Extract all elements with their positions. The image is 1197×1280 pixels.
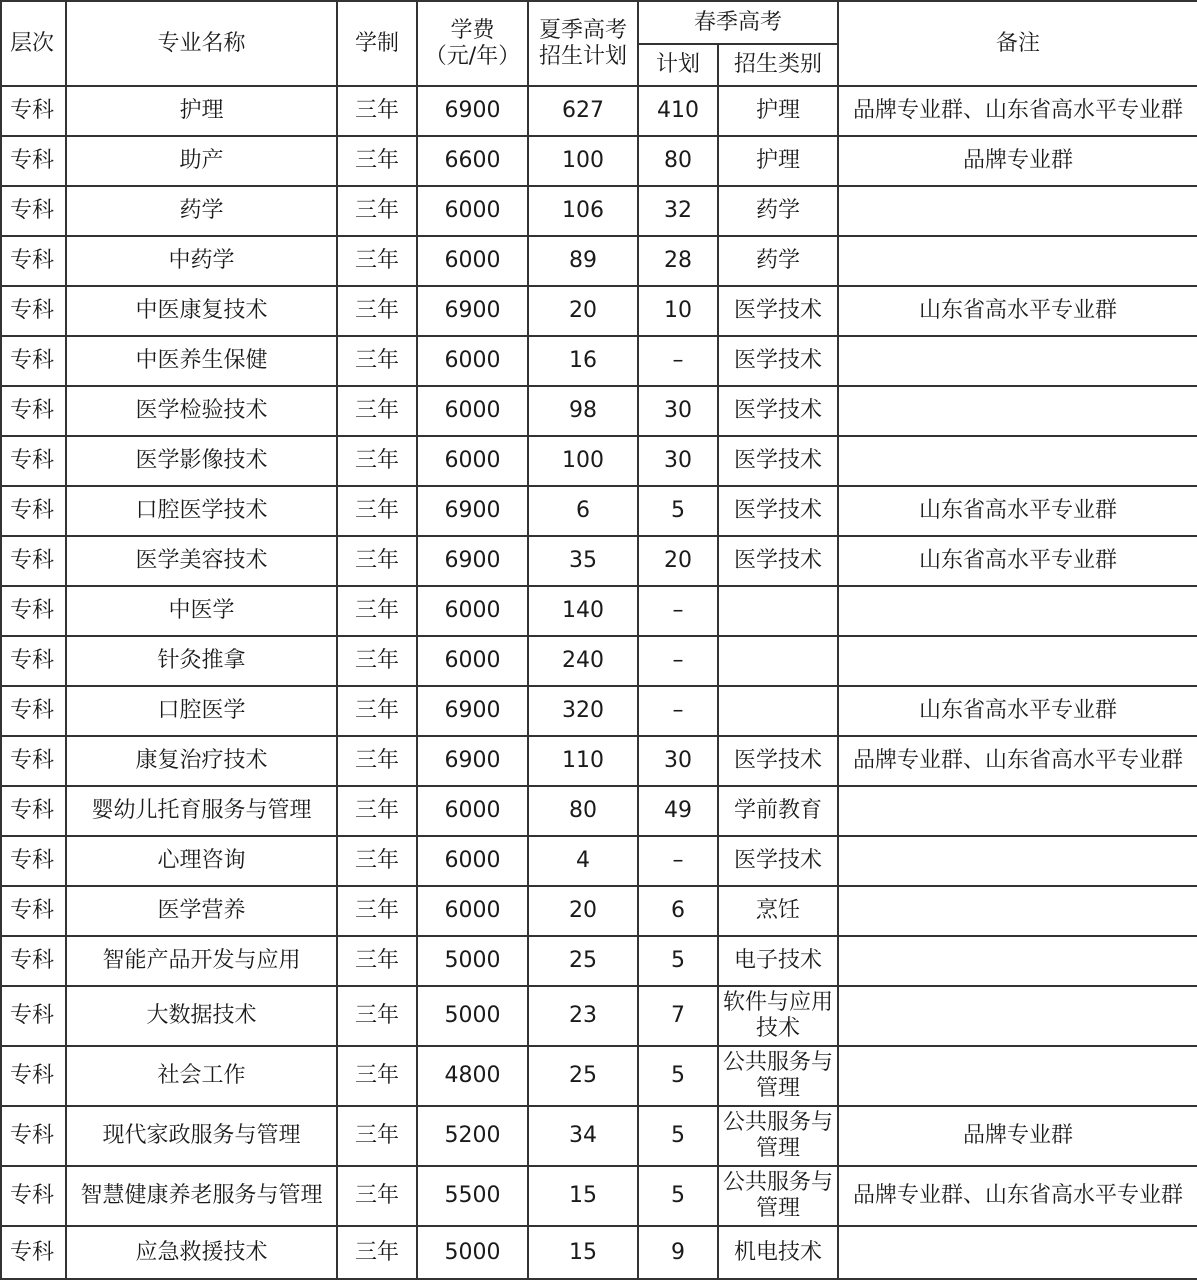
cell-spring-category: 医学技术 xyxy=(718,736,838,786)
cell-level: 专科 xyxy=(1,836,66,886)
cell-spring-category: 烹饪 xyxy=(718,886,838,936)
cell-duration: 三年 xyxy=(337,886,417,936)
cell-level: 专科 xyxy=(1,736,66,786)
cell-tuition: 6000 xyxy=(417,186,528,236)
cell-major: 心理咨询 xyxy=(66,836,337,886)
cell-tuition: 6900 xyxy=(417,486,528,536)
cell-remarks: 品牌专业群、山东省高水平专业群 xyxy=(838,86,1197,136)
cell-remarks: 品牌专业群 xyxy=(838,1106,1197,1166)
cell-remarks xyxy=(838,636,1197,686)
table-row xyxy=(1,636,1197,686)
cell-remarks xyxy=(838,436,1197,486)
cell-major: 药学 xyxy=(66,186,337,236)
cell-tuition: 6900 xyxy=(417,86,528,136)
cell-spring-category: 医学技术 xyxy=(718,336,838,386)
cell-level: 专科 xyxy=(1,386,66,436)
cell-spring-category: 公共服务与管理 xyxy=(718,1166,838,1226)
header-major: 专业名称 xyxy=(66,1,337,86)
cell-level: 专科 xyxy=(1,986,66,1046)
table-row xyxy=(1,386,1197,436)
table-row xyxy=(1,1106,1197,1166)
cell-major: 医学检验技术 xyxy=(66,386,337,436)
cell-major: 护理 xyxy=(66,86,337,136)
cell-remarks xyxy=(838,186,1197,236)
cell-major: 应急救援技术 xyxy=(66,1226,337,1279)
cell-major: 中医养生保健 xyxy=(66,336,337,386)
cell-remarks: 山东省高水平专业群 xyxy=(838,686,1197,736)
header-spring: 春季高考 xyxy=(638,1,838,44)
header-tuition: 学费 （元/年） xyxy=(417,1,528,86)
cell-summer-plan: 20 xyxy=(528,286,638,336)
cell-remarks xyxy=(838,986,1197,1046)
cell-level: 专科 xyxy=(1,686,66,736)
cell-spring-plan: – xyxy=(638,686,718,736)
cell-spring-plan: 5 xyxy=(638,936,718,986)
cell-remarks: 山东省高水平专业群 xyxy=(838,536,1197,586)
cell-tuition: 5000 xyxy=(417,936,528,986)
cell-summer-plan: 25 xyxy=(528,936,638,986)
cell-major: 康复治疗技术 xyxy=(66,736,337,786)
cell-remarks xyxy=(838,336,1197,386)
cell-summer-plan: 80 xyxy=(528,786,638,836)
cell-remarks xyxy=(838,886,1197,936)
cell-summer-plan: 89 xyxy=(528,236,638,286)
table-row xyxy=(1,236,1197,286)
cell-major: 婴幼儿托育服务与管理 xyxy=(66,786,337,836)
cell-duration: 三年 xyxy=(337,636,417,686)
cell-major: 现代家政服务与管理 xyxy=(66,1106,337,1166)
cell-duration: 三年 xyxy=(337,1226,417,1279)
cell-summer-plan: 106 xyxy=(528,186,638,236)
cell-duration: 三年 xyxy=(337,486,417,536)
cell-remarks xyxy=(838,586,1197,636)
cell-level: 专科 xyxy=(1,1226,66,1279)
cell-level: 专科 xyxy=(1,636,66,686)
cell-spring-category: 医学技术 xyxy=(718,536,838,586)
cell-spring-plan: 30 xyxy=(638,736,718,786)
cell-major: 社会工作 xyxy=(66,1046,337,1106)
cell-duration: 三年 xyxy=(337,336,417,386)
cell-tuition: 6000 xyxy=(417,236,528,286)
cell-summer-plan: 25 xyxy=(528,1046,638,1106)
cell-tuition: 6000 xyxy=(417,836,528,886)
cell-remarks xyxy=(838,1046,1197,1106)
table-row xyxy=(1,186,1197,236)
header-summer-plan: 夏季高考 招生计划 xyxy=(528,1,638,86)
cell-level: 专科 xyxy=(1,436,66,486)
cell-remarks: 品牌专业群、山东省高水平专业群 xyxy=(838,736,1197,786)
table-row xyxy=(1,836,1197,886)
cell-remarks: 品牌专业群 xyxy=(838,136,1197,186)
header-level: 层次 xyxy=(1,1,66,86)
table-row xyxy=(1,736,1197,786)
cell-spring-plan: 30 xyxy=(638,386,718,436)
header-duration: 学制 xyxy=(337,1,417,86)
table-row xyxy=(1,86,1197,136)
cell-level: 专科 xyxy=(1,336,66,386)
cell-spring-plan: 10 xyxy=(638,286,718,336)
cell-summer-plan: 15 xyxy=(528,1226,638,1279)
cell-duration: 三年 xyxy=(337,286,417,336)
cell-spring-plan: 5 xyxy=(638,1046,718,1106)
cell-spring-plan: 49 xyxy=(638,786,718,836)
cell-level: 专科 xyxy=(1,136,66,186)
cell-spring-category: 公共服务与管理 xyxy=(718,1106,838,1166)
cell-duration: 三年 xyxy=(337,86,417,136)
cell-remarks xyxy=(838,236,1197,286)
table-row xyxy=(1,1226,1197,1279)
cell-level: 专科 xyxy=(1,1166,66,1226)
cell-major: 医学营养 xyxy=(66,886,337,936)
cell-summer-plan: 627 xyxy=(528,86,638,136)
cell-summer-plan: 140 xyxy=(528,586,638,636)
table-row xyxy=(1,986,1197,1046)
cell-major: 口腔医学技术 xyxy=(66,486,337,536)
table-row xyxy=(1,1166,1197,1226)
header-spring-category: 招生类别 xyxy=(718,44,838,86)
table-row xyxy=(1,786,1197,836)
cell-remarks xyxy=(838,386,1197,436)
cell-spring-category xyxy=(718,636,838,686)
cell-summer-plan: 4 xyxy=(528,836,638,886)
cell-duration: 三年 xyxy=(337,1166,417,1226)
cell-summer-plan: 23 xyxy=(528,986,638,1046)
cell-duration: 三年 xyxy=(337,1106,417,1166)
cell-spring-plan: 80 xyxy=(638,136,718,186)
cell-tuition: 5000 xyxy=(417,986,528,1046)
cell-spring-plan: 5 xyxy=(638,1166,718,1226)
cell-duration: 三年 xyxy=(337,436,417,486)
cell-spring-category: 机电技术 xyxy=(718,1226,838,1279)
cell-spring-category: 医学技术 xyxy=(718,386,838,436)
cell-tuition: 5000 xyxy=(417,1226,528,1279)
cell-duration: 三年 xyxy=(337,1046,417,1106)
cell-spring-category: 药学 xyxy=(718,186,838,236)
cell-duration: 三年 xyxy=(337,986,417,1046)
cell-spring-plan: – xyxy=(638,336,718,386)
table-row xyxy=(1,936,1197,986)
cell-spring-plan: 410 xyxy=(638,86,718,136)
cell-spring-category: 药学 xyxy=(718,236,838,286)
cell-spring-plan: – xyxy=(638,836,718,886)
cell-spring-category: 医学技术 xyxy=(718,836,838,886)
cell-remarks: 山东省高水平专业群 xyxy=(838,486,1197,536)
cell-tuition: 6000 xyxy=(417,786,528,836)
cell-level: 专科 xyxy=(1,1106,66,1166)
cell-spring-category: 医学技术 xyxy=(718,286,838,336)
cell-summer-plan: 16 xyxy=(528,336,638,386)
cell-summer-plan: 35 xyxy=(528,536,638,586)
cell-spring-category: 医学技术 xyxy=(718,486,838,536)
cell-summer-plan: 320 xyxy=(528,686,638,736)
table-row xyxy=(1,136,1197,186)
cell-duration: 三年 xyxy=(337,536,417,586)
cell-major: 中医学 xyxy=(66,586,337,636)
cell-spring-category: 护理 xyxy=(718,136,838,186)
cell-tuition: 6000 xyxy=(417,886,528,936)
cell-level: 专科 xyxy=(1,86,66,136)
table-row xyxy=(1,486,1197,536)
cell-summer-plan: 240 xyxy=(528,636,638,686)
cell-remarks xyxy=(838,1226,1197,1279)
cell-major: 口腔医学 xyxy=(66,686,337,736)
cell-tuition: 6900 xyxy=(417,286,528,336)
cell-spring-plan: 20 xyxy=(638,536,718,586)
cell-level: 专科 xyxy=(1,536,66,586)
cell-remarks: 品牌专业群、山东省高水平专业群 xyxy=(838,1166,1197,1226)
cell-level: 专科 xyxy=(1,886,66,936)
table-body xyxy=(1,86,1197,1279)
cell-duration: 三年 xyxy=(337,236,417,286)
cell-remarks xyxy=(838,836,1197,886)
cell-level: 专科 xyxy=(1,936,66,986)
cell-level: 专科 xyxy=(1,286,66,336)
cell-spring-plan: 5 xyxy=(638,486,718,536)
cell-major: 大数据技术 xyxy=(66,986,337,1046)
cell-spring-category xyxy=(718,686,838,736)
cell-level: 专科 xyxy=(1,786,66,836)
cell-duration: 三年 xyxy=(337,686,417,736)
cell-remarks xyxy=(838,936,1197,986)
cell-tuition: 6000 xyxy=(417,636,528,686)
cell-major: 智能产品开发与应用 xyxy=(66,936,337,986)
cell-level: 专科 xyxy=(1,586,66,636)
cell-summer-plan: 15 xyxy=(528,1166,638,1226)
cell-tuition: 6000 xyxy=(417,586,528,636)
cell-major: 中医康复技术 xyxy=(66,286,337,336)
header-remarks: 备注 xyxy=(838,1,1197,86)
cell-spring-plan: 32 xyxy=(638,186,718,236)
cell-spring-category xyxy=(718,586,838,636)
table-row xyxy=(1,286,1197,336)
table-row xyxy=(1,1046,1197,1106)
cell-duration: 三年 xyxy=(337,186,417,236)
cell-summer-plan: 100 xyxy=(528,136,638,186)
cell-duration: 三年 xyxy=(337,736,417,786)
cell-tuition: 6600 xyxy=(417,136,528,186)
table-row xyxy=(1,886,1197,936)
cell-major: 针灸推拿 xyxy=(66,636,337,686)
cell-major: 助产 xyxy=(66,136,337,186)
cell-duration: 三年 xyxy=(337,786,417,836)
cell-spring-category: 软件与应用技术 xyxy=(718,986,838,1046)
table-row xyxy=(1,336,1197,386)
cell-duration: 三年 xyxy=(337,386,417,436)
cell-duration: 三年 xyxy=(337,836,417,886)
cell-spring-plan: 30 xyxy=(638,436,718,486)
cell-tuition: 6000 xyxy=(417,386,528,436)
cell-tuition: 6000 xyxy=(417,436,528,486)
cell-major: 中药学 xyxy=(66,236,337,286)
cell-tuition: 4800 xyxy=(417,1046,528,1106)
cell-tuition: 5200 xyxy=(417,1106,528,1166)
cell-spring-category: 公共服务与管理 xyxy=(718,1046,838,1106)
cell-major: 智慧健康养老服务与管理 xyxy=(66,1166,337,1226)
cell-summer-plan: 98 xyxy=(528,386,638,436)
cell-spring-category: 护理 xyxy=(718,86,838,136)
cell-level: 专科 xyxy=(1,186,66,236)
table-row xyxy=(1,586,1197,636)
cell-duration: 三年 xyxy=(337,936,417,986)
cell-spring-plan: 7 xyxy=(638,986,718,1046)
cell-summer-plan: 34 xyxy=(528,1106,638,1166)
cell-major: 医学美容技术 xyxy=(66,536,337,586)
cell-level: 专科 xyxy=(1,236,66,286)
cell-duration: 三年 xyxy=(337,586,417,636)
cell-level: 专科 xyxy=(1,486,66,536)
cell-spring-plan: 28 xyxy=(638,236,718,286)
table-row xyxy=(1,436,1197,486)
table-row xyxy=(1,536,1197,586)
cell-spring-category: 电子技术 xyxy=(718,936,838,986)
header-spring-plan: 计划 xyxy=(638,44,718,86)
cell-tuition: 6900 xyxy=(417,686,528,736)
cell-spring-plan: 6 xyxy=(638,886,718,936)
cell-summer-plan: 100 xyxy=(528,436,638,486)
cell-spring-plan: – xyxy=(638,636,718,686)
cell-remarks: 山东省高水平专业群 xyxy=(838,286,1197,336)
table-row xyxy=(1,686,1197,736)
cell-tuition: 6900 xyxy=(417,736,528,786)
cell-spring-category: 医学技术 xyxy=(718,436,838,486)
cell-summer-plan: 20 xyxy=(528,886,638,936)
cell-remarks xyxy=(838,786,1197,836)
cell-spring-category: 学前教育 xyxy=(718,786,838,836)
cell-tuition: 6900 xyxy=(417,536,528,586)
cell-spring-plan: 9 xyxy=(638,1226,718,1279)
cell-spring-plan: 5 xyxy=(638,1106,718,1166)
cell-tuition: 6000 xyxy=(417,336,528,386)
cell-spring-plan: – xyxy=(638,586,718,636)
cell-summer-plan: 110 xyxy=(528,736,638,786)
cell-major: 医学影像技术 xyxy=(66,436,337,486)
cell-duration: 三年 xyxy=(337,136,417,186)
cell-level: 专科 xyxy=(1,1046,66,1106)
cell-summer-plan: 6 xyxy=(528,486,638,536)
cell-tuition: 5500 xyxy=(417,1166,528,1226)
